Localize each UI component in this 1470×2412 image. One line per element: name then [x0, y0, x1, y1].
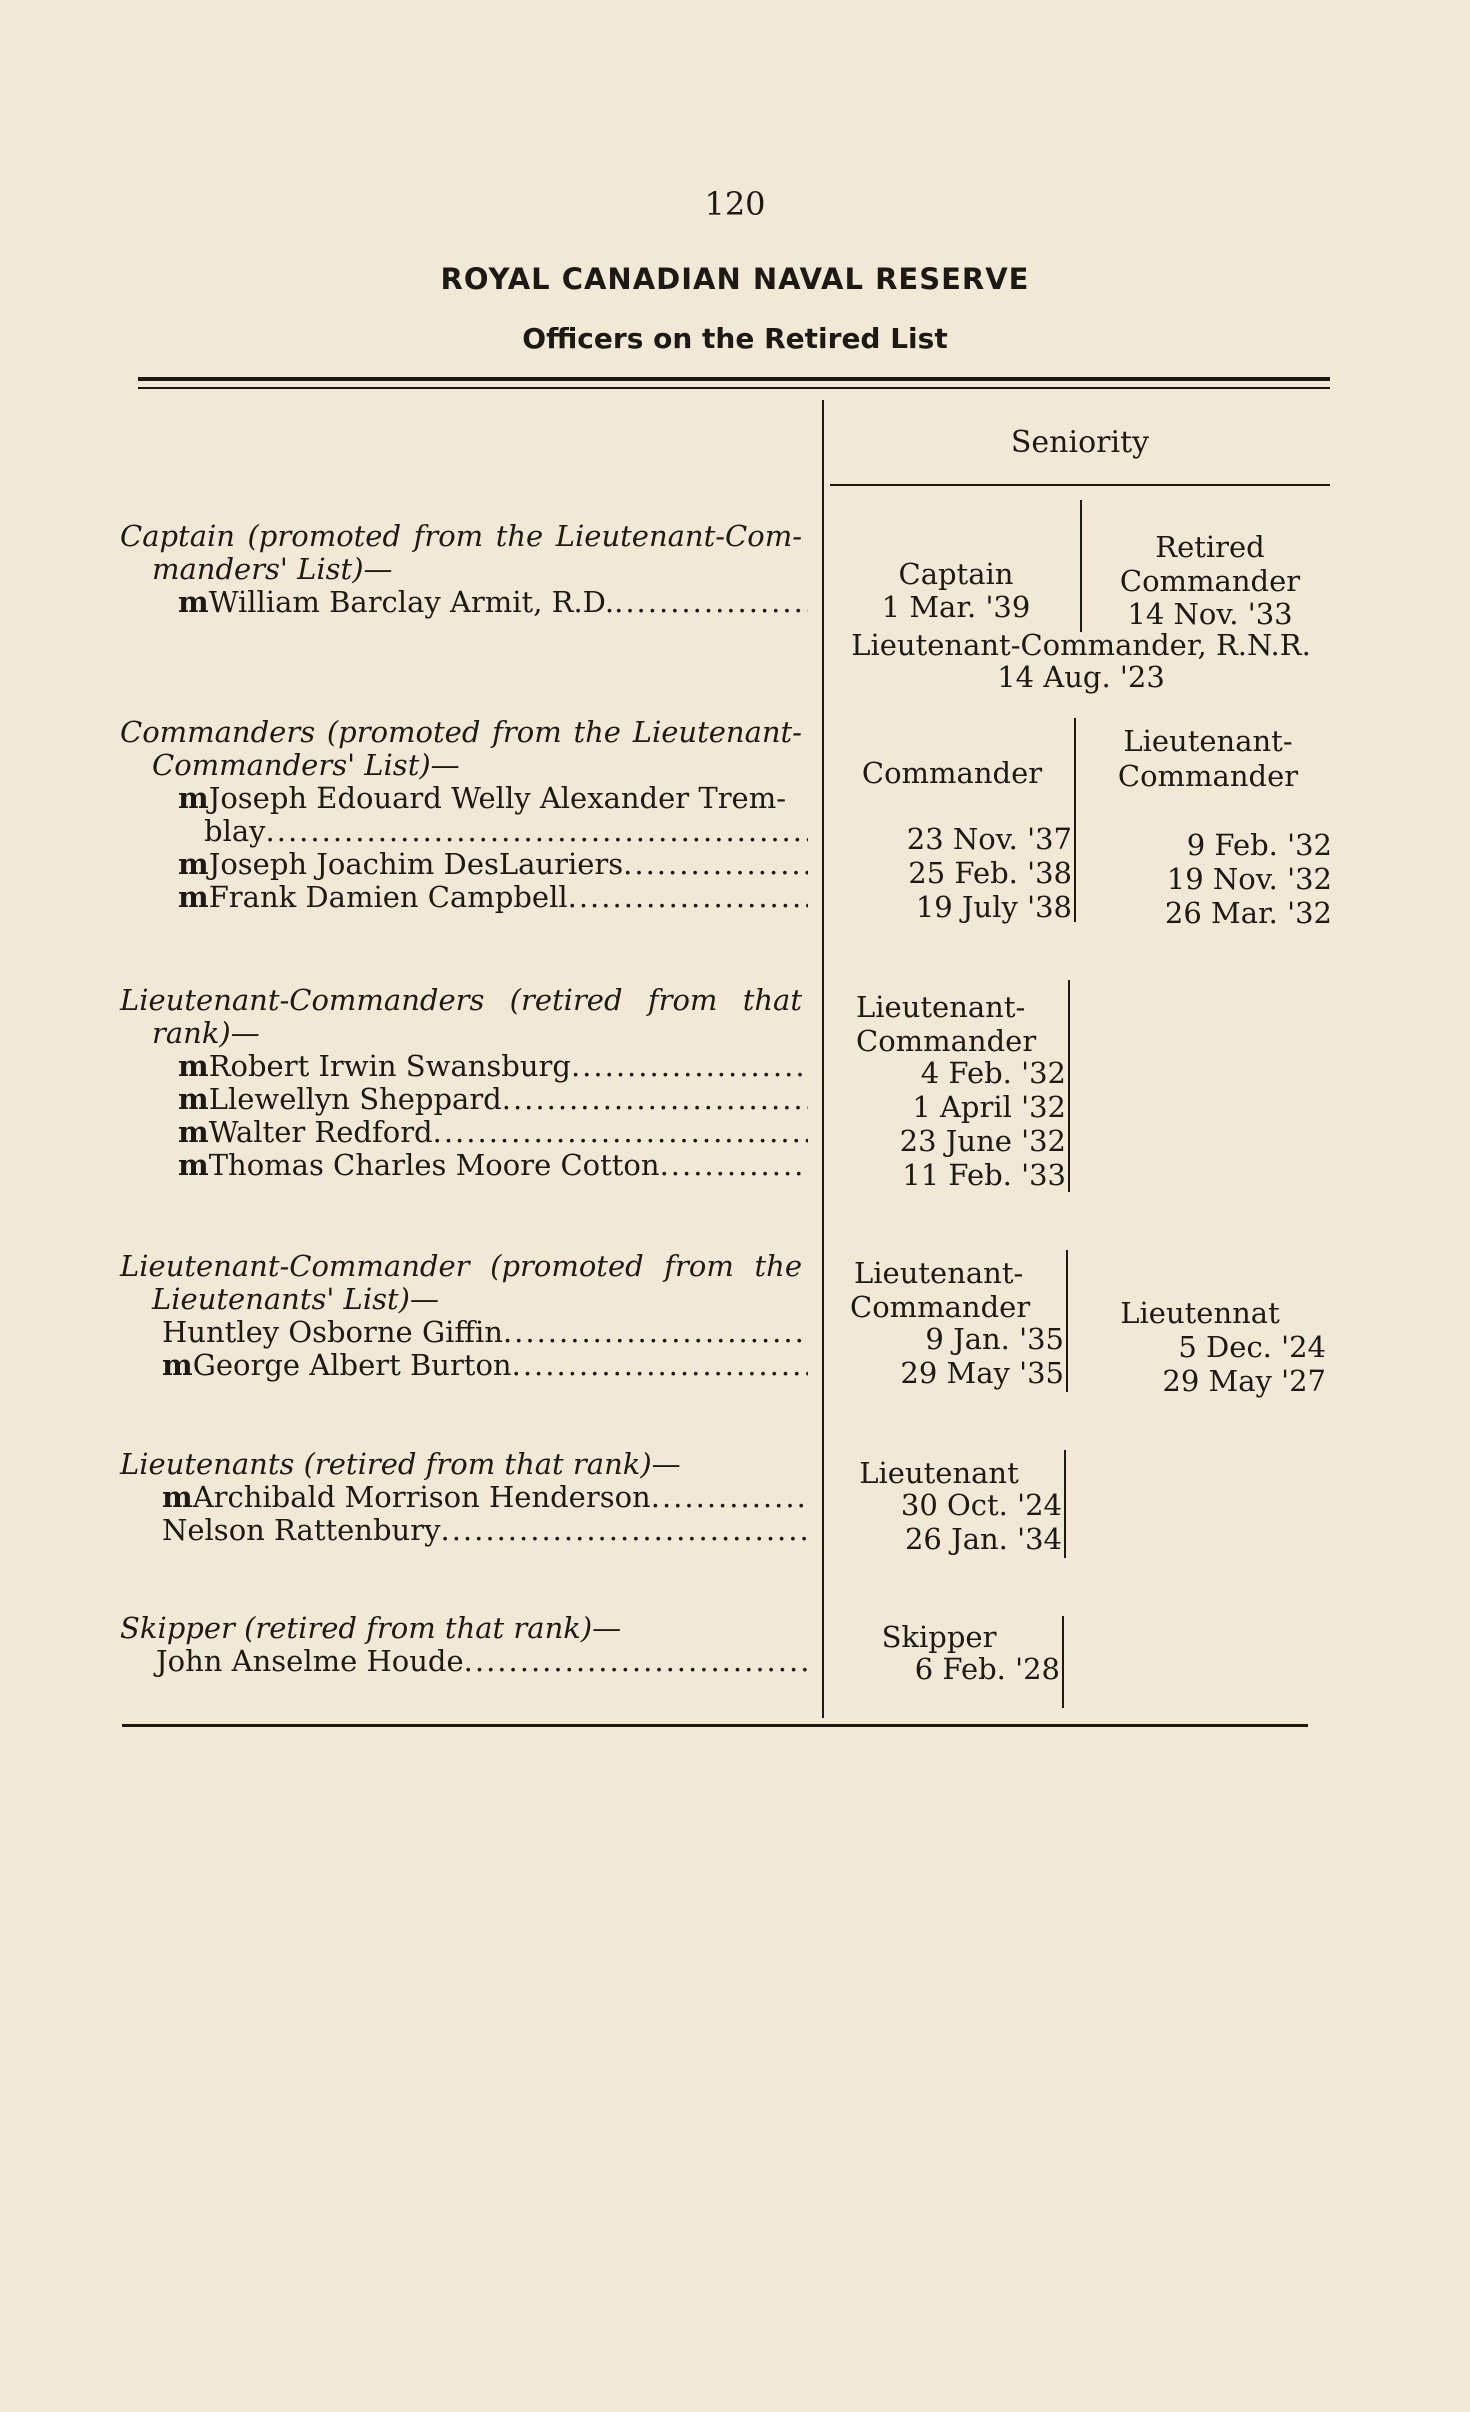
ltcdr-col-date: 1 April '32 — [912, 1090, 1066, 1124]
lieutenant-col-date: 5 Dec. '24 — [1178, 1330, 1326, 1364]
ltcdr-col-header-1: Lieutenant- — [1123, 724, 1293, 758]
officer-entry — [120, 1645, 808, 1678]
section-lieutenants-names — [120, 1448, 808, 1547]
officer-name: Llewellyn Sheppard — [208, 1082, 502, 1116]
seniority-header: Seniority — [1010, 425, 1150, 460]
ltcdr-col-date: 4 Feb. '32 — [920, 1056, 1066, 1090]
reserve-prefix: m — [178, 880, 209, 914]
officer-name: Joseph Edouard Welly Alexander Trem- — [208, 781, 787, 815]
rnr-rank: Lieutenant-Commander, R.N.R. — [851, 628, 1311, 662]
category-heading: Lieutenant-Commanders (retired from that — [120, 983, 802, 1017]
officer-entry — [120, 1083, 808, 1116]
section-skipper-names — [120, 1612, 808, 1678]
category-heading-cont: Commanders' List)— — [152, 748, 460, 782]
ltcdr-col-date: 11 Feb. '33 — [902, 1158, 1066, 1192]
ltcdr-col-header-2: Commander — [856, 1024, 1037, 1058]
category-heading: Lieutenants (retired from that rank)— — [120, 1447, 681, 1481]
ltcdr-col-header-1: Lieutenant- — [856, 990, 1026, 1024]
header-rule-bottom — [138, 387, 1330, 389]
officer-name: Robert Irwin Swansburg — [208, 1049, 571, 1083]
commander-col-date: 23 Nov. '37 — [906, 822, 1072, 856]
officer-name: Nelson Rattenbury — [162, 1513, 441, 1547]
commander-column-divider — [1074, 718, 1076, 922]
ltcdr-col-date: 26 Mar. '32 — [1164, 896, 1332, 930]
lieutenant-col-date: 26 Jan. '34 — [904, 1522, 1062, 1556]
category-heading: Lieutenant-Commander (promoted from the — [120, 1249, 802, 1283]
ltcdr2-col-date: 29 May '35 — [900, 1356, 1064, 1390]
section-commanders-names — [120, 716, 808, 914]
skipper-col-header: Skipper — [881, 1620, 997, 1654]
officer-name: Huntley Osborne Giffin — [162, 1315, 503, 1349]
officer-name: John Anselme Houde — [156, 1644, 464, 1678]
officer-entry — [120, 1514, 808, 1547]
seniority-rule — [830, 484, 1330, 486]
ltcdr-col-header-2: Commander — [1117, 759, 1299, 793]
officer-entry — [120, 1116, 808, 1149]
category-heading: Skipper (retired from that rank)— — [120, 1611, 622, 1645]
category-heading: Captain (promoted from the Lieutenant-Com- — [120, 519, 802, 553]
lieutenant-col-date: 29 May '27 — [1162, 1364, 1326, 1398]
section-captain-names — [120, 520, 808, 619]
ltcdr-col-date: 19 Nov. '32 — [1166, 862, 1332, 896]
reserve-prefix: m — [178, 585, 209, 619]
reserve-prefix: m — [162, 1480, 193, 1514]
reserve-prefix: m — [178, 1049, 209, 1083]
lieutenant-column-divider — [1064, 1450, 1066, 1558]
officer-name: Frank Damien Campbell — [208, 880, 568, 914]
officer-entry — [120, 586, 808, 619]
officer-name: William Barclay Armit, R.D. — [208, 585, 615, 619]
page-number: 120 — [704, 185, 766, 223]
ltcdr2-col-header-2: Commander — [850, 1290, 1031, 1324]
ltcdr-col-date: 9 Feb. '32 — [1186, 828, 1332, 862]
reserve-prefix: m — [162, 1348, 193, 1382]
lieutenant-col-date: 30 Oct. '24 — [900, 1488, 1062, 1522]
officer-entry — [120, 881, 808, 914]
ltcdr2-col-header-1: Lieutenant- — [854, 1256, 1024, 1290]
officer-name: Archibald Morrison Henderson — [192, 1480, 651, 1514]
officer-name: Walter Redford — [208, 1115, 433, 1149]
officer-entry-cont — [120, 815, 808, 848]
ltcdr-col-date: 23 June '32 — [899, 1124, 1066, 1158]
bottom-rule — [122, 1724, 1308, 1727]
lieutenant-col-header: Lieutenant — [859, 1456, 1019, 1490]
header-rule-top — [138, 377, 1330, 381]
officer-entry — [120, 1349, 808, 1382]
reserve-prefix: m — [178, 1115, 209, 1149]
captain-column-divider — [1080, 500, 1082, 632]
officer-entry — [120, 1481, 808, 1514]
reserve-prefix: m — [178, 847, 209, 881]
section-ltcdr2-names — [120, 1250, 808, 1382]
reserve-prefix: m — [178, 1082, 209, 1116]
retired-col-header-2: Commander — [1119, 564, 1301, 598]
commander-col-date: 25 Feb. '38 — [908, 856, 1072, 890]
section-ltcdr-names — [120, 984, 808, 1182]
page-title: ROYAL CANADIAN NAVAL RESERVE — [440, 262, 1030, 296]
page-subtitle: Officers on the Retired List — [522, 322, 948, 355]
officer-entry — [120, 1050, 808, 1083]
skipper-column-divider — [1062, 1616, 1064, 1708]
captain-col-header: Captain — [898, 557, 1014, 591]
officer-entry — [120, 1149, 808, 1182]
officer-name: Thomas Charles Moore Cotton — [208, 1148, 660, 1182]
ltcdr-column-divider — [1068, 980, 1070, 1192]
main-column-divider — [822, 400, 824, 1718]
officer-entry — [120, 848, 808, 881]
skipper-col-date: 6 Feb. '28 — [914, 1652, 1060, 1686]
reserve-prefix: m — [178, 1148, 209, 1182]
category-heading-cont: manders' List)— — [152, 552, 393, 586]
category-heading: Commanders (promoted from the Lieutenant- — [120, 715, 802, 749]
reserve-prefix: m — [178, 781, 209, 815]
officer-name-cont: blay — [204, 814, 266, 848]
lieutenant-col-header: Lieutennat — [1120, 1296, 1280, 1330]
officer-name: George Albert Burton — [192, 1348, 512, 1382]
commander-col-header: Commander — [861, 756, 1043, 790]
rnr-date: 14 Aug. '23 — [997, 660, 1165, 694]
ltcdr2-col-date: 9 Jan. '35 — [925, 1322, 1064, 1356]
commander-col-date: 19 July '38 — [915, 890, 1072, 924]
retired-col-date: 14 Nov. '33 — [1127, 597, 1293, 631]
officer-entry — [120, 1316, 808, 1349]
category-heading-cont: rank)— — [152, 1016, 260, 1050]
ltcdr2-column-divider — [1066, 1250, 1068, 1392]
retired-col-header-1: Retired — [1155, 530, 1265, 564]
officer-name: Joseph Joachim DesLauriers — [208, 847, 624, 881]
category-heading-cont: Lieutenants' List)— — [152, 1282, 439, 1316]
captain-col-date: 1 Mar. '39 — [881, 590, 1031, 624]
officer-entry — [120, 782, 808, 815]
